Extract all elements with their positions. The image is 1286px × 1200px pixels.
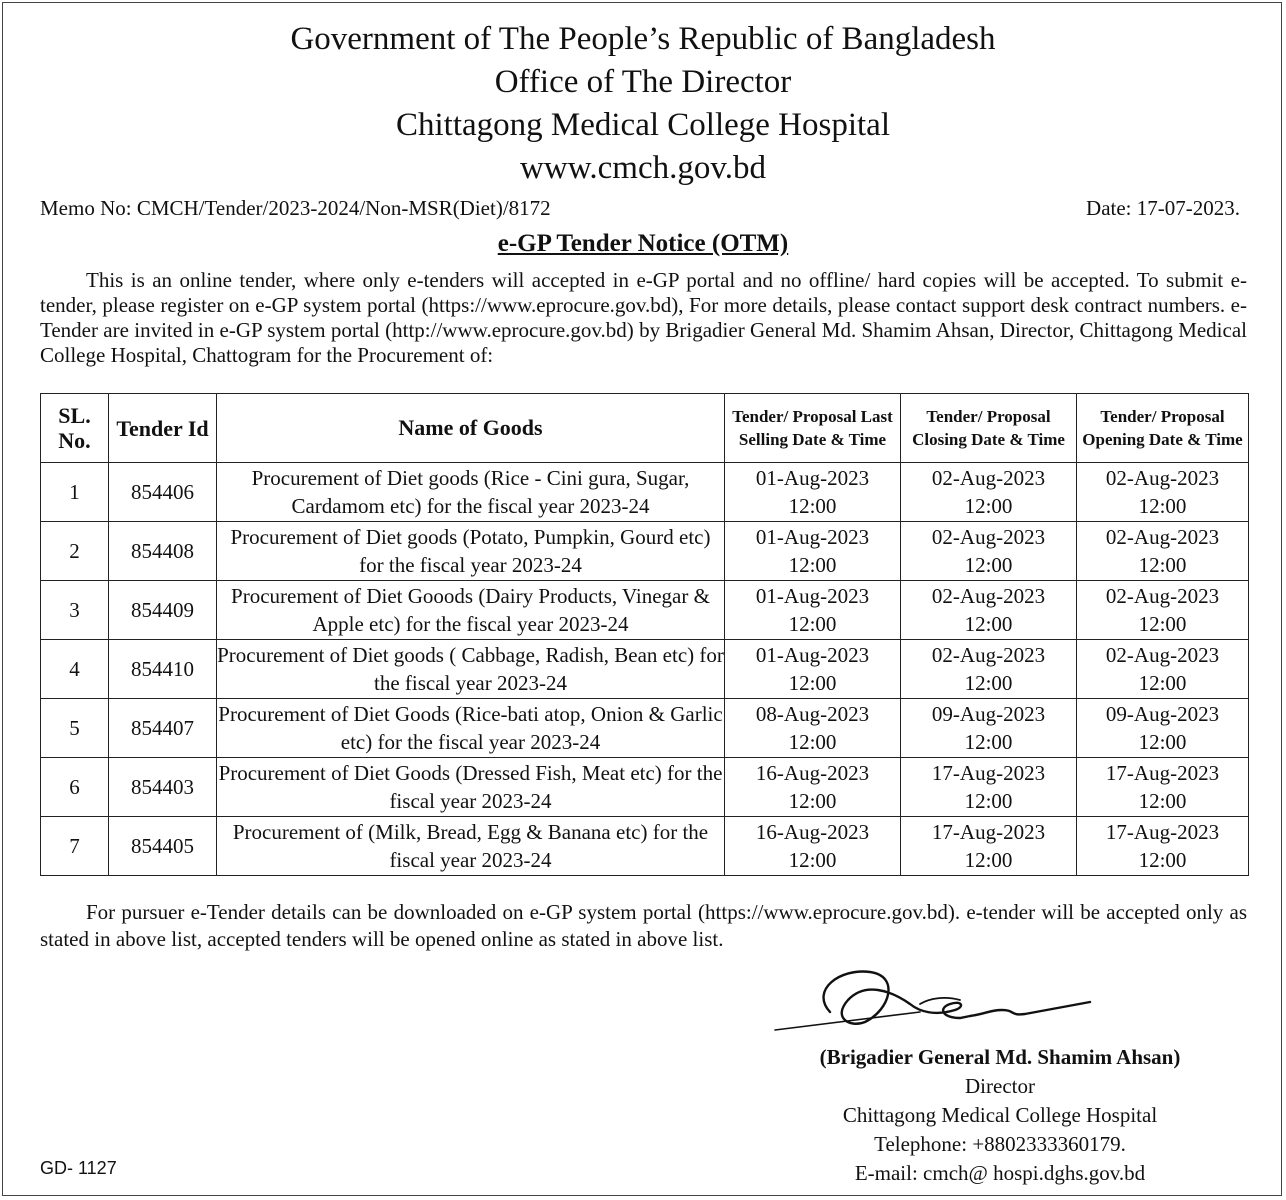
row-closing [901,699,1077,758]
closing-time: 12:00 [964,789,1013,813]
selling-time: 12:00 [788,730,837,754]
row-selling [725,758,901,817]
row-tender-id: 854410 [109,640,217,699]
row-closing [901,640,1077,699]
header-last-selling: Tender/ Proposal Last Selling Date & Time [725,394,901,463]
row-selling [725,463,901,522]
row-opening [1077,522,1249,581]
row-sl: 6 [41,758,109,817]
signatory-org: Chittagong Medical College Hospital [842,1103,1158,1127]
row-opening [1077,463,1249,522]
selling-date: 01-Aug-2023 [755,584,870,608]
row-selling [725,640,901,699]
selling-date: 16-Aug-2023 [755,820,870,844]
row-closing [901,581,1077,640]
opening-time: 12:00 [1138,730,1187,754]
closing-date: 02-Aug-2023 [931,643,1046,667]
opening-date: 02-Aug-2023 [1105,525,1220,549]
table-row [41,699,1249,758]
opening-time: 12:00 [1138,789,1187,813]
selling-date: 16-Aug-2023 [755,761,870,785]
selling-time: 12:00 [788,553,837,577]
header-closing: Tender/ Proposal Closing Date & Time [901,394,1077,463]
opening-date: 02-Aug-2023 [1105,466,1220,490]
closing-date: 02-Aug-2023 [931,584,1046,608]
row-closing [901,817,1077,876]
closing-time: 12:00 [964,553,1013,577]
intro-paragraph: This is an online tender, where only e-tenders will accepted in e-GP portal and no offline/ hard copies will be accepted. To submit e-tender, please register on e-GP system portal (https://www.eprocure.gov.bd), For more details, please contact support desk contract numbers. e-Tender are invited in e-GP system portal (http://www.eprocure.gov.bd) by Brigadier General Md. Shamim Ahsan, Director, Chittagong Medical College Hospital, Chattogram for the Procurement of: [40,268,1247,367]
header-tender-id: Tender Id [109,394,217,463]
row-closing [901,463,1077,522]
website: www.cmch.gov.bd [520,150,766,186]
table-row [41,463,1249,522]
hospital-name: Chittagong Medical College Hospital [395,107,890,143]
closing-time: 12:00 [964,671,1013,695]
closing-time: 12:00 [964,494,1013,518]
opening-date: 17-Aug-2023 [1105,761,1220,785]
row-opening [1077,640,1249,699]
opening-time: 12:00 [1138,553,1187,577]
table-row [41,522,1249,581]
closing-time: 12:00 [964,730,1013,754]
row-sl: 2 [41,522,109,581]
closing-date: 02-Aug-2023 [931,525,1046,549]
footer-note: For pursuer e-Tender details can be downloaded on e-GP system portal (https://www.eprocure.gov.bd). e-tender will be accepted only as stated in above list, accepted tenders will be opened online as stated in above list. [40,900,1247,951]
row-tender-id: 854407 [109,699,217,758]
selling-time: 12:00 [788,789,837,813]
selling-time: 12:00 [788,671,837,695]
row-sl: 1 [41,463,109,522]
row-goods-name: Procurement of Diet goods ( Cabbage, Radish, Bean etc) for the fiscal year 2023-24 [217,640,725,699]
closing-time: 12:00 [964,612,1013,636]
row-tender-id: 854408 [109,522,217,581]
handwritten-signature [770,960,1100,1035]
memo-date: Date: 17-07-2023. [1086,196,1240,220]
signatory-email: E-mail: cmch@ hospi.dghs.gov.bd [854,1161,1146,1185]
closing-time: 12:00 [964,848,1013,872]
selling-date: 01-Aug-2023 [755,466,870,490]
row-goods-name: Procurement of Diet Goods (Dressed Fish, Meat etc) for the fiscal year 2023-24 [217,758,725,817]
opening-date: 02-Aug-2023 [1105,584,1220,608]
row-goods-name: Procurement of Diet Gooods (Dairy Products, Vinegar & Apple etc) for the fiscal year 2023-24 [217,581,725,640]
row-tender-id: 854403 [109,758,217,817]
office-title: Office of The Director [494,64,792,100]
row-selling [725,522,901,581]
closing-date: 17-Aug-2023 [931,761,1046,785]
opening-date: 09-Aug-2023 [1105,702,1220,726]
row-sl: 5 [41,699,109,758]
table-row [41,640,1249,699]
row-sl: 4 [41,640,109,699]
signatory-title: Director [965,1074,1035,1098]
closing-date: 09-Aug-2023 [931,702,1046,726]
row-opening [1077,581,1249,640]
signatory-block [760,1043,1240,1188]
tender-table [40,393,1249,876]
memo-number: Memo No: CMCH/Tender/2023-2024/Non-MSR(Diet)/8172 [40,196,551,220]
row-opening [1077,758,1249,817]
row-opening [1077,817,1249,876]
memo-row [40,196,1240,221]
selling-time: 12:00 [788,612,837,636]
row-goods-name: Procurement of Diet goods (Potato, Pumpkin, Gourd etc) for the fiscal year 2023-24 [217,522,725,581]
opening-time: 12:00 [1138,494,1187,518]
header-name-of-goods: Name of Goods [217,394,725,463]
row-closing [901,522,1077,581]
opening-date: 17-Aug-2023 [1105,820,1220,844]
selling-date: 08-Aug-2023 [755,702,870,726]
selling-date: 01-Aug-2023 [755,643,870,667]
signatory-telephone: Telephone: +8802333360179. [874,1132,1126,1156]
gd-code: GD- 1127 [40,1158,117,1178]
row-goods-name: Procurement of Diet goods (Rice - Cini gura, Sugar, Cardamom etc) for the fiscal year 2023-24 [217,463,725,522]
row-goods-name: Procurement of (Milk, Bread, Egg & Banana etc) for the fiscal year 2023-24 [217,817,725,876]
closing-date: 17-Aug-2023 [931,820,1046,844]
letterhead [0,18,1286,190]
closing-date: 02-Aug-2023 [931,466,1046,490]
row-selling [725,581,901,640]
row-tender-id: 854409 [109,581,217,640]
opening-date: 02-Aug-2023 [1105,643,1220,667]
row-closing [901,758,1077,817]
selling-time: 12:00 [788,848,837,872]
row-sl: 7 [41,817,109,876]
row-opening [1077,699,1249,758]
signatory-name: (Brigadier General Md. Shamim Ahsan) [819,1045,1181,1069]
notice-title: e-GP Tender Notice (OTM) [497,230,789,257]
table-row [41,581,1249,640]
opening-time: 12:00 [1138,671,1187,695]
table-row [41,817,1249,876]
selling-date: 01-Aug-2023 [755,525,870,549]
row-selling [725,817,901,876]
row-sl: 3 [41,581,109,640]
row-tender-id: 854406 [109,463,217,522]
opening-time: 12:00 [1138,848,1187,872]
row-tender-id: 854405 [109,817,217,876]
table-row [41,758,1249,817]
row-selling [725,699,901,758]
selling-time: 12:00 [788,494,837,518]
header-opening: Tender/ Proposal Opening Date & Time [1077,394,1249,463]
row-goods-name: Procurement of Diet Goods (Rice-bati atop, Onion & Garlic etc) for the fiscal year 2023-24 [217,699,725,758]
government-title: Government of The People’s Republic of Bangladesh [290,21,996,57]
table-header-row [41,394,1249,463]
opening-time: 12:00 [1138,612,1187,636]
header-sl: SL. No. [41,394,109,463]
